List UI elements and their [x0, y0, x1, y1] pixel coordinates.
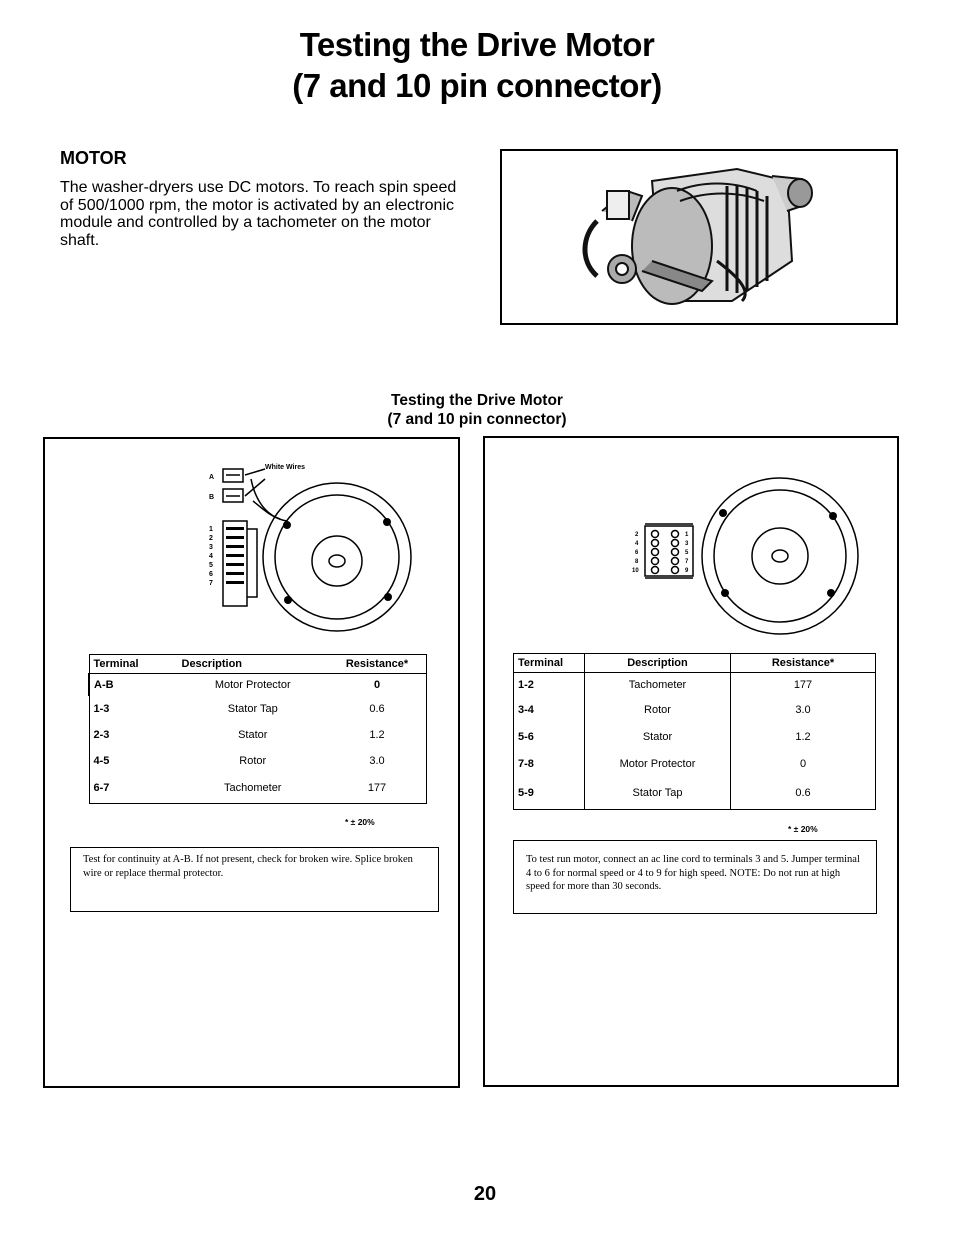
header-terminal: Terminal	[514, 654, 585, 673]
header-resistance: Resistance*	[328, 655, 427, 674]
motor-description: The washer-dryers use DC motors. To reach spin speed of 500/1000 rpm, the motor is activated by an electronic module and controlled by a tachometer on the motor shaft.	[60, 179, 457, 249]
pin-num: 3	[209, 544, 213, 551]
table-row: 6-7 Tachometer 177	[93, 782, 387, 795]
pin-label-a: A	[209, 474, 215, 481]
continuity-note: Test for continuity at A-B. If not present, check for broken wire. Splice broken wire or replace thermal protector.	[70, 847, 439, 912]
tolerance-note: * ± 20%	[788, 824, 818, 834]
motor-heading: MOTOR	[60, 148, 127, 168]
white-wires-label: White Wires	[265, 464, 305, 471]
pin-num: 7	[209, 580, 213, 587]
header-terminal: Terminal	[89, 655, 178, 674]
seven-pin-connector-diagram	[195, 459, 425, 639]
tolerance-note: * ± 20%	[345, 817, 375, 827]
section-title-line-1: Testing the Drive Motor	[391, 392, 563, 409]
table-row: 2-3 Stator 1.2	[93, 728, 385, 741]
header-resistance: Resistance*	[731, 654, 876, 673]
pin-num-right: 9	[685, 568, 689, 574]
pin-num-right: 3	[685, 541, 689, 547]
ten-pin-connector-diagram	[625, 476, 875, 636]
header-description: Description	[585, 654, 731, 673]
motor-drawing-icon	[502, 151, 896, 323]
pin-num-left: 4	[635, 541, 639, 547]
pin-num-right: 1	[685, 532, 689, 538]
resistance-table-10pin	[513, 653, 876, 810]
motor-illustration	[500, 149, 898, 325]
page-title	[0, 24, 954, 106]
pin-num-right: 5	[685, 550, 689, 556]
page-number: 20	[473, 1183, 497, 1205]
ten-pin-panel	[483, 436, 899, 1087]
pin-num-left: 8	[635, 559, 639, 565]
pin-num: 5	[209, 562, 213, 569]
resistance-table-7pin	[88, 654, 427, 804]
pin-num-left: 10	[632, 568, 639, 574]
pin-num-left: 6	[635, 550, 639, 556]
pin-label-b: B	[209, 494, 215, 501]
seven-pin-panel	[43, 437, 460, 1088]
table-row: 1-2 Tachometer 177	[514, 673, 876, 697]
table-row: 5-6 Stator 1.2	[514, 724, 876, 751]
pin-num: 4	[209, 553, 213, 560]
pin-num: 2	[209, 535, 213, 542]
table-row: 3-4 Rotor 3.0	[514, 697, 876, 724]
table-row: 4-5 Rotor 3.0	[93, 754, 385, 767]
table-row: 5-9 Stator Tap 0.6	[514, 778, 876, 810]
pin-num-left: 2	[635, 532, 639, 538]
table-row: 1-3 Stator Tap 0.6	[93, 702, 385, 715]
pin-num: 1	[209, 526, 213, 533]
header-description: Description	[178, 655, 329, 674]
pin-num: 6	[209, 571, 213, 578]
table-row: A-B Motor Protector 0	[89, 674, 427, 696]
page-title-line-1: Testing the Drive Motor	[299, 26, 655, 63]
section-title-line-2: (7 and 10 pin connector)	[387, 411, 567, 428]
run-test-note: To test run motor, connect an ac line cord to terminals 3 and 5. Jumper terminal 4 to 6 for normal speed or 4 to 9 for high speed. NOTE: Do not run at high speed for more than 30 seconds.	[513, 840, 877, 914]
pin-num-right: 7	[685, 559, 689, 565]
section-title	[300, 391, 654, 429]
table-row: 7-8 Motor Protector 0	[514, 751, 876, 778]
page-title-line-2: (7 and 10 pin connector)	[292, 67, 662, 104]
